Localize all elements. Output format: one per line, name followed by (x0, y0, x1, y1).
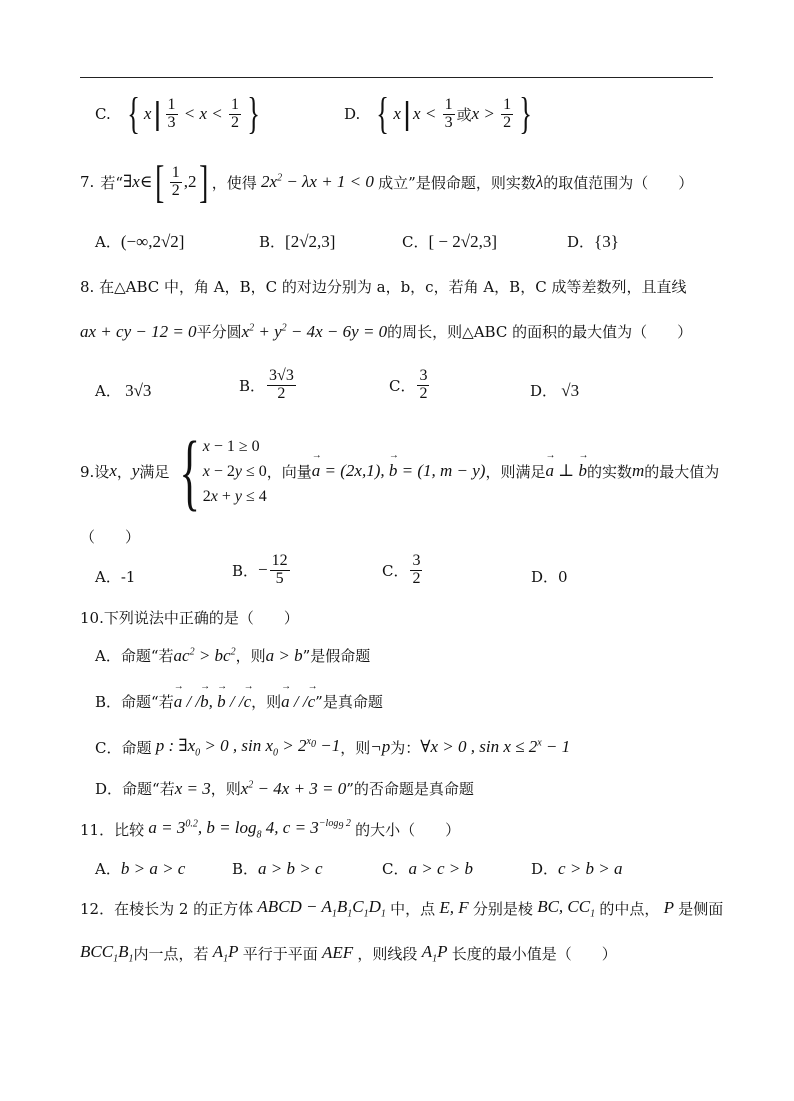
right-brace: } (247, 89, 260, 138)
q8-option-a[interactable] (95, 380, 151, 401)
left-brace: { (376, 89, 390, 138)
option-value: b > a > c (120, 858, 186, 878)
q6-option-c[interactable] (95, 89, 264, 138)
stem-text: 分别是棱 (472, 899, 533, 918)
option-label: C. (95, 105, 111, 123)
right-bracket: ] (199, 156, 209, 207)
fraction: $\frac{3}{2}$ (412, 552, 421, 587)
math: − (258, 560, 268, 580)
math: BC, $CC_1$ (532, 897, 596, 920)
math: $A_1P$ (417, 942, 452, 965)
option-text: ”是真命题 (315, 693, 383, 711)
stem-text: 平行于平面 (242, 944, 318, 963)
option-text: ，则 (251, 693, 282, 711)
stem-text: ，向量 (266, 462, 312, 481)
math: < x < (179, 104, 227, 123)
q12-stem-line2 (80, 942, 617, 964)
fraction: $\frac{1}{2}$ (171, 163, 180, 199)
q7-option-a[interactable] (95, 231, 184, 252)
q7-option-c[interactable] (402, 231, 497, 252)
or-word: 或 (456, 105, 472, 124)
math: ∀x > 0 , $\sin x \le 2^x - 1$ (420, 737, 571, 757)
math: x = 3 (174, 778, 211, 798)
right-brace: } (519, 89, 533, 138)
q9-option-d[interactable] (531, 566, 568, 587)
option-label: B． (232, 860, 259, 878)
stem-text: 满足 (139, 462, 170, 481)
math: x (393, 104, 401, 123)
option-label: A． (95, 860, 121, 878)
stem-text: ，则线段 (357, 944, 418, 963)
math: $x^2 + y^2 - 4x - 6y = 0$ (241, 321, 388, 341)
math: $ac^2 > bc^2$ (173, 645, 236, 665)
math: ,2 (183, 172, 197, 191)
math: x (109, 461, 117, 480)
math: x > (471, 104, 500, 123)
q7-stem (80, 156, 694, 207)
q11-option-b[interactable] (232, 858, 323, 879)
option-label: C． (402, 233, 429, 251)
math: P (659, 898, 679, 918)
stem-text: ，则满足 (485, 462, 546, 481)
q11-option-d[interactable] (531, 858, 623, 879)
stem-text: 8. 在△ABC 中，角 A，B，C 的对边分别为 a，b，c，若角 A，B，C 成等差数列，且直线 (80, 278, 687, 296)
stem-text: 内一点，若 (133, 944, 209, 963)
option-value: 3√3 (120, 380, 152, 400)
math: a > b (265, 645, 303, 665)
option-label: A．-1 (95, 568, 136, 586)
bar: | (152, 96, 163, 132)
option-value: a > c > b (408, 858, 473, 878)
left-brace: { (126, 89, 140, 138)
bar: | (401, 96, 413, 132)
option-text: ，则 (340, 738, 371, 757)
option-value: {3} (594, 231, 619, 251)
option-text: A．命题“若 (95, 647, 174, 665)
math: ∃ (122, 172, 133, 191)
option-label: B． (259, 233, 286, 251)
q8-option-b[interactable] (239, 368, 298, 403)
constraint-system: x − 1 ≥ 0 x − 2y ≤ 0 2x + y ≤ 4 (202, 437, 267, 505)
q12-stem-line1 (80, 897, 723, 919)
q11-option-c[interactable] (382, 858, 473, 879)
option-label: D． (531, 860, 559, 878)
math: m (631, 461, 645, 480)
option-value: [ − 2√2,3] (428, 231, 497, 251)
stem-text: 平分圆 (196, 323, 242, 341)
q10-option-b[interactable] (95, 691, 383, 712)
q6-option-d[interactable] (344, 89, 536, 138)
math: ¬p (370, 737, 391, 757)
fraction: $\frac{1}{2}$ (231, 95, 239, 131)
stem-text: 11．比较 (80, 820, 145, 839)
stem-text: 的实数 (586, 462, 632, 481)
stem-text: 10.下列说法中正确的是（ ） (80, 609, 299, 627)
stem-text: 长度的最小值是（ ） (451, 944, 617, 963)
stem-text: 成立”是假命题，则实数 (378, 173, 536, 192)
math: $a = 3^{0.2}$, $b = \log_8 4$, $c = 3^{-log_9 2}$ (144, 818, 351, 841)
option-text: ”是假命题 (302, 647, 371, 665)
stem-text: ，使得 (211, 173, 257, 192)
system-brace: { (179, 423, 201, 519)
fraction: $\frac{1}{3}$ (444, 95, 453, 131)
q8-option-c[interactable] (389, 368, 431, 403)
option-label: A． (95, 382, 121, 400)
math: → a / /→ b, → b / /→ c (174, 692, 251, 712)
option-text: 为： (390, 738, 421, 757)
option-value: [2√2,3] (285, 231, 336, 251)
math: x (143, 104, 152, 123)
q9-option-b[interactable] (232, 553, 292, 588)
stem-text: 12．在棱长为 2 的正方体 (80, 899, 254, 918)
math: $x^2 - 4x + 3 = 0$ (240, 778, 347, 798)
option-label: D． (567, 233, 595, 251)
option-text: ”的否命题是真命题 (346, 780, 474, 798)
q10-option-a[interactable] (95, 645, 370, 666)
option-value: (−∞,2√2] (120, 231, 185, 251)
option-label: A． (95, 233, 121, 251)
option-label: D．0 (531, 568, 568, 586)
option-label: B． (232, 561, 259, 580)
option-value: c > b > a (558, 858, 623, 878)
q8-stem-line1 (80, 276, 686, 297)
q9-option-c[interactable] (382, 553, 424, 588)
option-label: D. (344, 105, 361, 123)
q11-stem (80, 818, 460, 840)
option-value: √3 (557, 380, 580, 400)
stem-text: 的大小（ ） (355, 820, 461, 839)
math: ABCD − $A_1B_1C_1D_1$ (253, 897, 386, 920)
stem-text: 若“ (100, 173, 123, 192)
math: → a / /→ c (281, 692, 315, 712)
fraction: $\frac{3}{2}$ (419, 367, 428, 402)
q10-option-d[interactable] (95, 778, 474, 799)
stem-text: 的中点， (599, 899, 660, 918)
stem-text: 的取值范围为（ ） (543, 173, 694, 192)
stem-text: 是侧面 (678, 899, 724, 918)
math: → a = (2x,1), → b = (1, m − y) (312, 461, 486, 481)
math: $A_1P$ (208, 942, 243, 965)
q10-stem (80, 607, 299, 628)
q9-option-a[interactable] (95, 566, 135, 587)
math: λ (535, 172, 544, 191)
fraction: $\frac{1}{2}$ (503, 95, 512, 131)
math: → a ⊥ → b (545, 461, 587, 481)
math: E, F (435, 898, 473, 918)
stem-text: ， (116, 462, 132, 481)
fraction: $\frac{1}{3}$ (167, 95, 176, 131)
stem-text: 的最大值为 (644, 462, 720, 481)
option-label: D． (530, 382, 558, 400)
header-rule (80, 77, 713, 78)
fraction: $\frac{12}{5}$ (271, 552, 288, 587)
option-text: D．命题“若 (95, 780, 175, 798)
q8-option-d[interactable] (530, 380, 579, 401)
question-number: 7. (80, 173, 95, 191)
left-bracket: [ (155, 156, 165, 207)
math: ∈ (139, 172, 153, 191)
math: p : $\exists x_0 > 0$ , $\sin x_0 > 2^{x_0} -1$ (151, 736, 341, 759)
math: x (132, 172, 140, 191)
option-text: B．命题“若 (95, 693, 174, 711)
option-label: C． (382, 561, 409, 580)
math: AEF (317, 943, 358, 963)
option-text: ，则 (210, 780, 241, 798)
option-label: B． (239, 376, 266, 395)
question-number: 9.设 (80, 462, 110, 481)
q9-stem (80, 423, 720, 519)
option-text: ，则 (235, 647, 266, 665)
fraction: $\frac{3√3}{2}$ (269, 367, 294, 402)
q10-option-c[interactable] (95, 736, 570, 758)
math: y (131, 461, 140, 480)
math: $BCC_1B_1$ (80, 942, 134, 965)
q9-paren (80, 526, 140, 547)
answer-paren: （ ） (80, 528, 141, 546)
q8-stem-line2 (80, 321, 692, 342)
q7-option-b[interactable] (259, 231, 335, 252)
option-label: C． (389, 376, 416, 395)
q11-option-a[interactable] (95, 858, 185, 879)
math: x < (413, 104, 441, 123)
stem-text: 中，点 (390, 899, 436, 918)
math: $2x^2 - \lambda x + 1 < 0$ (256, 172, 379, 191)
math: ax + cy − 12 = 0 (80, 321, 197, 341)
q7-option-d[interactable] (567, 231, 619, 252)
option-text: C．命题 (95, 738, 152, 757)
option-label: C． (382, 860, 409, 878)
stem-text: 的周长，则△ABC 的面积的最大值为（ ） (387, 323, 693, 341)
option-value: a > b > c (258, 858, 323, 878)
